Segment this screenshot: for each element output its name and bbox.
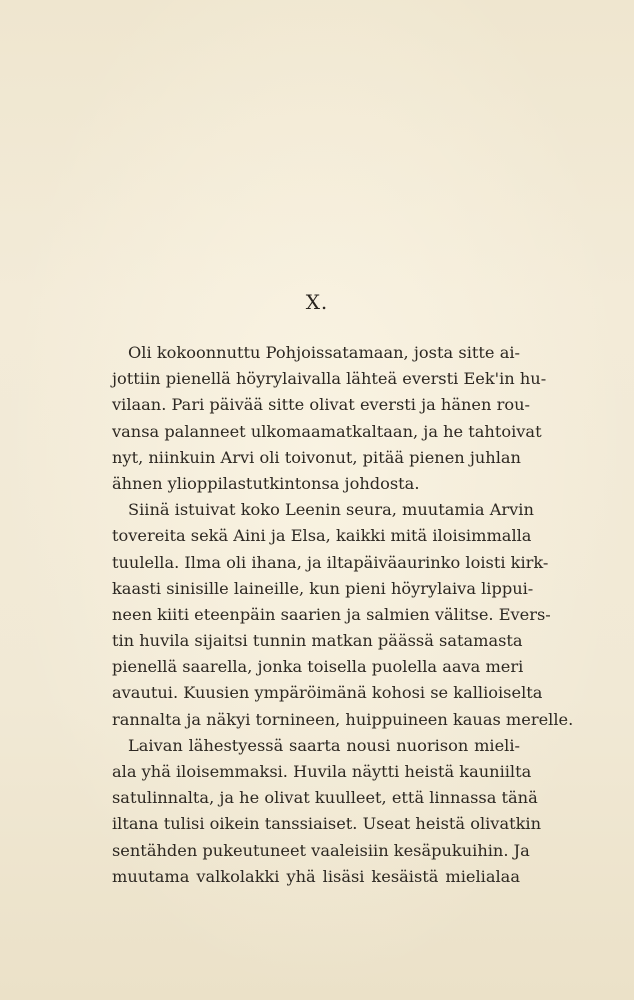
text-line: tuulella. Ilma oli ihana, ja iltapäiväaurinko loisti kirk- xyxy=(112,552,549,572)
text-line: nyt, niinkuin Arvi oli toivonut, pitää pienen juhlan xyxy=(112,447,521,467)
text-line: vilaan. Pari päivää sitte olivat eversti ja hänen rou- xyxy=(112,395,530,415)
text-line: tin huvila sijaitsi tunnin matkan päässä satamasta xyxy=(112,631,523,651)
text-line: kaasti sinisille laineille, kun pieni höyrylaiva lippui- xyxy=(112,578,534,598)
text-line: pienellä saarella, jonka toisella puolella aava meri xyxy=(112,657,524,677)
text-line: sentähden pukeutuneet vaaleisiin kesäpukuihin. Ja xyxy=(112,840,530,860)
text-line: tovereita sekä Aini ja Elsa, kaikki mitä iloisimmalla xyxy=(112,526,532,546)
chapter-heading: X. xyxy=(305,290,329,314)
text-line: Oli kokoonnuttu Pohjoissatamaan, josta sitte ai- xyxy=(128,343,520,362)
text-line: avautui. Kuusien ympäröimänä kohosi se kallioiselta xyxy=(112,683,543,703)
text-line: vansa palanneet ulkomaamatkaltaan, ja he tahtoivat xyxy=(112,421,542,441)
text-line: rannalta ja näkyi tornineen, huippuineen kauas merelle. xyxy=(112,709,574,729)
text-line: neen kiiti eteenpäin saarien ja salmien välitse. Evers- xyxy=(112,604,551,624)
text-line: Laivan lähestyessä saarta nousi nuorison mieli- xyxy=(128,735,520,755)
text-line: muutama valkolakki yhä lisäsi kesäistä mielialaa xyxy=(112,866,520,886)
text-line: jottiin pienellä höyrylaivalla lähteä eversti Eek'in hu- xyxy=(112,369,547,389)
text-line: ähnen ylioppilastutkintonsa johdosta. xyxy=(112,473,420,493)
text-line: Siinä istuivat koko Leenin seura, muutamia Arvin xyxy=(128,500,534,520)
body-text xyxy=(112,340,574,890)
text-line: iltana tulisi oikein tanssiaiset. Useat heistä olivatkin xyxy=(112,814,542,834)
text-line: satulinnalta, ja he olivat kuulleet, että linnassa tänä xyxy=(112,788,538,808)
text-line: ala yhä iloisemmaksi. Huvila näytti heistä kauniilta xyxy=(112,762,532,781)
